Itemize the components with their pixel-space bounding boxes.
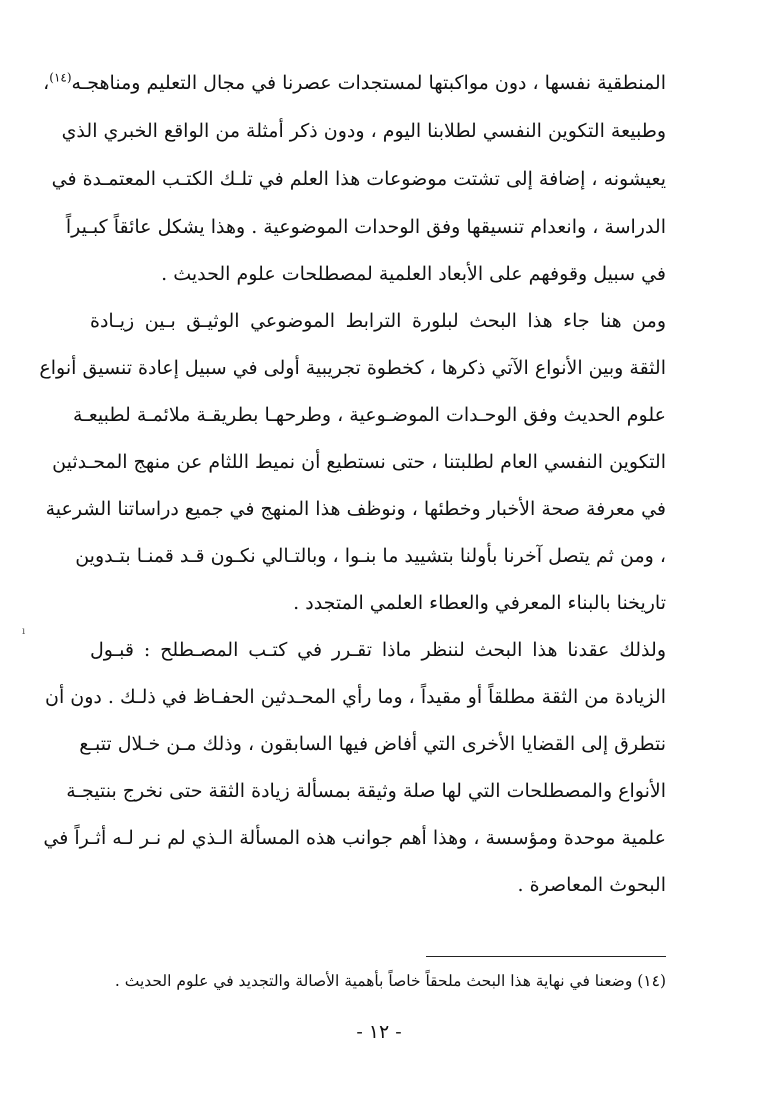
body-line-7: الثقة وبين الأنواع الآتي ذكرها ، كخطوة تجريبية أولى في سبيل إعادة تنسيق أنواع <box>39 357 666 379</box>
body-line-4: الدراسة ، وانعدام تنسيقها وفق الوحدات الموضوعية . وهذا يشكل عائقاً كبـيراً <box>65 216 666 238</box>
body-line-12: تاريخنا بالبناء المعرفي والعطاء العلمي المتجدد . <box>293 592 666 614</box>
margin-mark: ı <box>22 626 26 637</box>
footnote: (١٤) وضعنا في نهاية هذا البحث ملحقاً خاصاً بأهمية الأصالة والتجديد في علوم الحديث . <box>114 972 666 990</box>
body-line-15: نتطرق إلى القضايا الأخرى التي أفاض فيها السابقون ، وذلك مـن خـلال تتبـع <box>79 733 666 755</box>
body-line-10: في معرفة صحة الأخبار وخطئها ، ونوظف هذا المنهج في جميع دراساتنا الشرعية <box>45 498 666 520</box>
body-line-1-text: المنطقية نفسها ، دون مواكبتها لمستجدات عصرنا في مجال التعليم ومناهجـه <box>71 72 666 94</box>
body-line-2: وطبيعة التكوين النفسي لطلابنا اليوم ، ودون ذكر أمثلة من الواقع الخبري الذي <box>61 120 666 142</box>
body-line-5: في سبيل وقوفهم على الأبعاد العلمية لمصطلحات علوم الحديث . <box>161 263 666 285</box>
body-line-16: الأنواع والمصطلحات التي لها صلة وثيقة بمسألة زيادة الثقة حتى نخرج بنتيجـة <box>66 780 666 802</box>
body-line-13: ولذلك عقدنا هذا البحث لننظر ماذا تقـرر في كتـب المصـطلح : قبـول <box>90 639 666 661</box>
body-line-3: يعيشونه ، إضافة إلى تشتت موضوعات هذا العلم في تلـك الكتـب المعتمـدة في <box>51 168 666 190</box>
body-line-1 <box>43 68 666 98</box>
body-line-9: التكوين النفسي العام لطلبتنا ، حتى نستطيع أن نميط اللثام عن منهج المحـدثين <box>52 451 666 473</box>
body-line-6: ومن هنا جاء هذا البحث لبلورة الترابط الموضوعي الوثيـق بـين زيـادة <box>90 310 666 332</box>
body-line-11: ، ومن ثم يتصل آخرنا بأولنا بتشييد ما بنـوا ، وبالتـالي نكـون قـد قمنـا بتـدوين <box>75 545 666 567</box>
body-line-8: علوم الحديث وفق الوحـدات الموضـوعية ، وطرحهـا بطريقـة ملائمـة لطبيعـة <box>73 404 666 426</box>
body-line-18: البحوث المعاصرة . <box>517 874 666 896</box>
body-line-17: علمية موحدة ومؤسسة ، وهذا أهم جوانب هذه المسألة الـذي لم نـر لـه أثـراً في <box>43 827 666 849</box>
body-line-14: الزيادة من الثقة مطلقاً أو مقيداً ، وما رأي المحـدثين الحفـاظ في ذلـك . دون أن <box>45 686 666 708</box>
footnote-reference-comma: ، <box>43 72 50 94</box>
footnote-divider <box>426 956 666 957</box>
footnote-reference: (١٤) <box>49 70 72 85</box>
page-number: - ١٢ - <box>356 1021 402 1043</box>
